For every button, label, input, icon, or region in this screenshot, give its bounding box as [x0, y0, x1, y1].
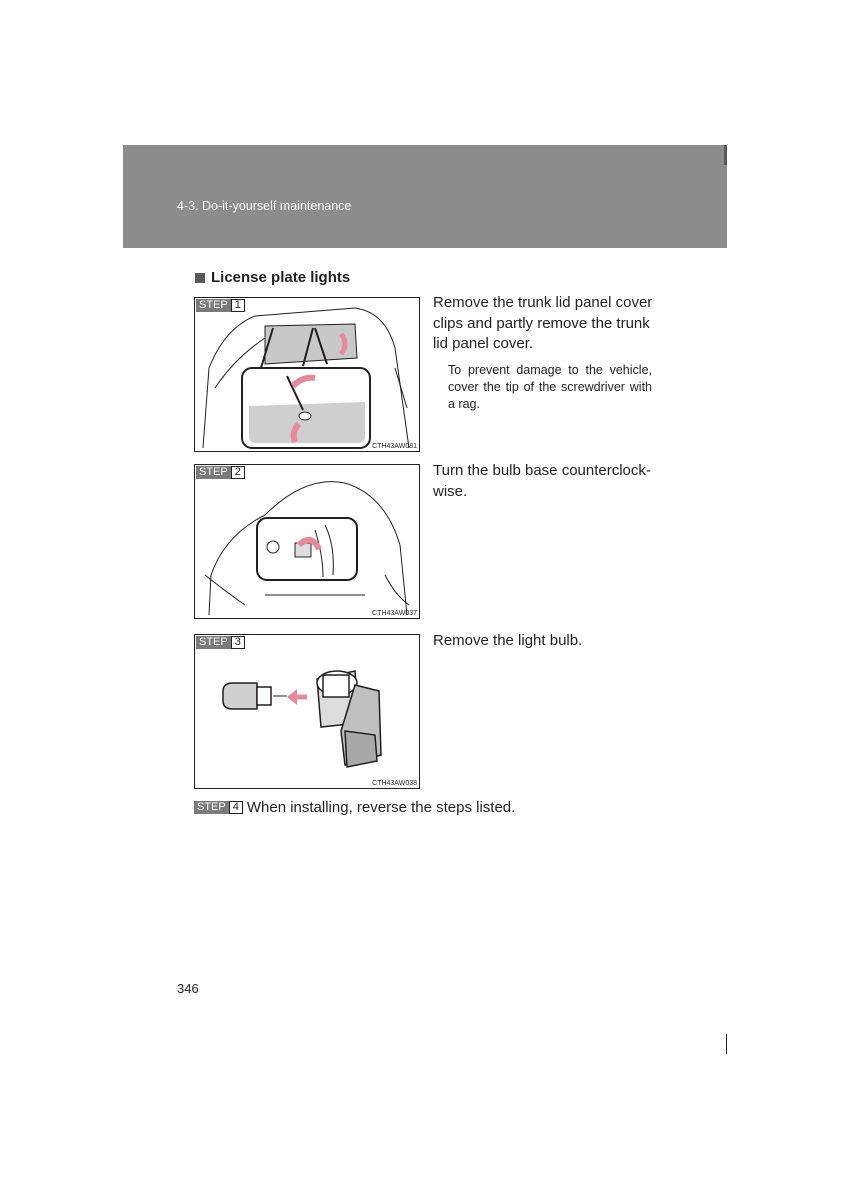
figure-code: CTH43AW081	[372, 443, 417, 450]
bulb-base-illustration	[195, 465, 419, 618]
step-word: STEP	[196, 299, 231, 312]
step-1-figure	[194, 297, 420, 452]
step-3-figure	[194, 634, 420, 789]
step-badge	[194, 801, 243, 814]
header-bar	[123, 145, 727, 248]
step-1-text: Remove the trunk lid panel cover clips and partly remove the trunk lid panel cover.	[433, 294, 653, 352]
light-bulb-illustration	[195, 635, 419, 788]
step-2-text: Turn the bulb base counterclock-wise.	[433, 462, 651, 500]
step-4-text: When installing, reverse the steps listed.	[246, 799, 516, 816]
step-number: 4	[229, 801, 243, 814]
header-edge-mark	[724, 145, 727, 165]
step-number: 1	[231, 299, 245, 312]
step-badge	[196, 636, 245, 649]
page-number: 346	[177, 981, 199, 996]
step-4	[194, 799, 515, 816]
heading-title: License plate lights	[211, 269, 351, 286]
step-word: STEP	[196, 466, 231, 479]
filled-square-icon	[195, 273, 205, 283]
step-word: STEP	[196, 636, 231, 649]
step-badge	[196, 299, 245, 312]
margin-mark	[726, 1034, 727, 1054]
step-word: STEP	[194, 801, 229, 814]
figure-code: CTH43AW037	[372, 610, 417, 617]
step-2-figure	[194, 464, 420, 619]
heading	[195, 269, 350, 286]
step-1-note: To prevent damage to the vehicle, cover the tip of the screwdriver with a rag.	[448, 363, 652, 411]
step-badge	[196, 466, 245, 479]
step-3-text: Remove the light bulb.	[433, 632, 583, 649]
trunk-lid-illustration	[195, 298, 419, 451]
section-title: 4-3. Do-it-yourself maintenance	[177, 199, 352, 213]
step-number: 3	[231, 636, 245, 649]
step-number: 2	[231, 466, 245, 479]
figure-code: CTH43AW038	[372, 780, 417, 787]
